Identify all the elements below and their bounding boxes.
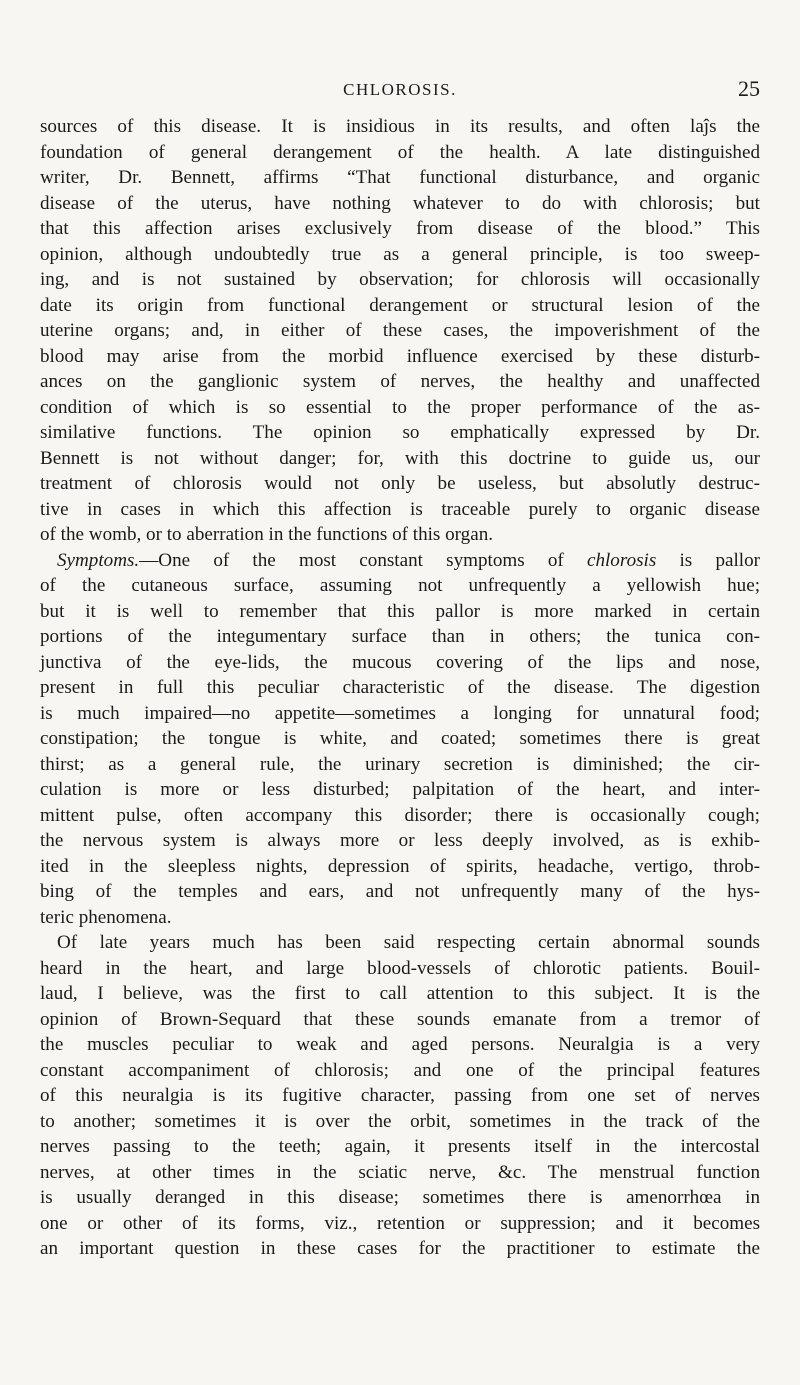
text-line: writer, Dr. Bennett, affirms “That functional disturbance, and organic	[40, 167, 760, 188]
symptoms-text: —One of the most constant symptoms of	[139, 549, 587, 571]
text-line: ited in the sleepless nights, depression of spirits, headache, vertigo, throb-	[40, 855, 760, 877]
text-line: uterine organs; and, in either of these cases, the impoverishment of the	[40, 320, 760, 341]
text-line: foundation of general derangement of the health. A late distinguished	[40, 141, 760, 163]
text-line: of this neuralgia is its fugitive character, passing from one set of nerves	[40, 1085, 760, 1106]
text-line: the muscles peculiar to weak and aged persons. Neuralgia is a very	[40, 1034, 760, 1055]
text-line: laud, I believe, was the first to call attention to this subject. It is the	[40, 983, 760, 1004]
text-line: disease of the uterus, have nothing whatever to do with chlorosis; but	[40, 192, 760, 214]
text-line: nerves, at other times in the sciatic nerve, &c. The menstrual function	[40, 1161, 760, 1183]
symptoms-line	[40, 548, 760, 574]
symptoms-text: is pallor	[656, 549, 760, 571]
body-text	[40, 114, 760, 1262]
text-line: heard in the heart, and large blood-vessels of chlorotic patients. Bouil-	[40, 957, 760, 979]
text-line: Bennett is not without danger; for, with this doctrine to guide us, our	[40, 447, 760, 469]
text-line: ing, and is not sustained by observation; for chlorosis will occasionally	[40, 269, 760, 290]
text-line: but it is well to remember that this pallor is more marked in certain	[40, 600, 760, 622]
text-line: mittent pulse, often accompany this disorder; there is occasionally cough;	[40, 804, 760, 826]
text-line: tive in cases in which this affection is traceable purely to organic disease	[40, 498, 760, 520]
text-line: portions of the integumentary surface than in others; the tunica con-	[40, 626, 760, 647]
book-page	[40, 0, 760, 1385]
chlorosis-term: chlorosis	[586, 549, 657, 571]
text-line: one or other of its forms, viz., retention or suppression; and it becomes	[40, 1212, 760, 1234]
text-line: nerves passing to the teeth; again, it presents itself in the intercostal	[40, 1136, 760, 1157]
text-line: an important question in these cases for the practitioner to estimate the	[40, 1238, 760, 1259]
text-line: ances on the ganglionic system of nerves, the healthy and unaffected	[40, 371, 760, 392]
text-line: to another; sometimes it is over the orbit, sometimes in the track of the	[40, 1110, 760, 1132]
running-title: CHLOROSIS.	[343, 80, 457, 99]
text-line: similative functions. The opinion so emphatically expressed by Dr.	[40, 422, 760, 443]
running-head	[40, 76, 760, 106]
text-line: sources of this disease. It is insidious in its results, and often laĵs the	[40, 116, 760, 137]
text-line: junctiva of the eye-lids, the mucous covering of the lips and nose,	[40, 651, 760, 673]
text-line: that this affection arises exclusively from disease of the blood.” This	[40, 218, 760, 239]
page-number: 25	[738, 76, 760, 101]
text-line: constant accompaniment of chlorosis; and one of the principal features	[40, 1059, 760, 1081]
text-line: Of late years much has been said respecting certain abnormal sounds	[57, 932, 760, 953]
symptoms-heading: Symptoms.	[57, 549, 140, 571]
text-line: opinion, although undoubtedly true as a general principle, is too sweep-	[40, 243, 760, 265]
text-line: thirst; as a general rule, the urinary secretion is diminished; the cir-	[40, 753, 760, 775]
text-line: teric phenomena.	[40, 906, 172, 928]
text-line: is much impaired—no appetite—sometimes a longing for unnatural food;	[40, 702, 760, 724]
text-line: condition of which is so essential to the proper performance of the as-	[40, 396, 760, 418]
text-line: constipation; the tongue is white, and coated; sometimes there is great	[40, 728, 760, 749]
text-line: the nervous system is always more or less deeply involved, as is exhib-	[40, 830, 760, 851]
text-line: present in full this peculiar characteristic of the disease. The digestion	[40, 677, 760, 698]
text-line: treatment of chlorosis would not only be useless, but absolutly destruc-	[40, 473, 760, 494]
text-line: blood may arise from the morbid influence exercised by these disturb-	[40, 345, 760, 367]
text-line: culation is more or less disturbed; palpitation of the heart, and inter-	[40, 779, 760, 800]
text-line: of the womb, or to aberration in the functions of this organ.	[40, 524, 494, 545]
text-line: of the cutaneous surface, assuming not unfrequently a yellowish hue;	[40, 575, 760, 596]
text-line: bing of the temples and ears, and not unfrequently many of the hys-	[40, 881, 760, 902]
text-line: date its origin from functional derangement or structural lesion of the	[40, 294, 760, 316]
text-line: is usually deranged in this disease; sometimes there is amenorrhœa in	[40, 1187, 760, 1208]
text-line: opinion of Brown-Sequard that these sounds emanate from a tremor of	[40, 1008, 760, 1030]
